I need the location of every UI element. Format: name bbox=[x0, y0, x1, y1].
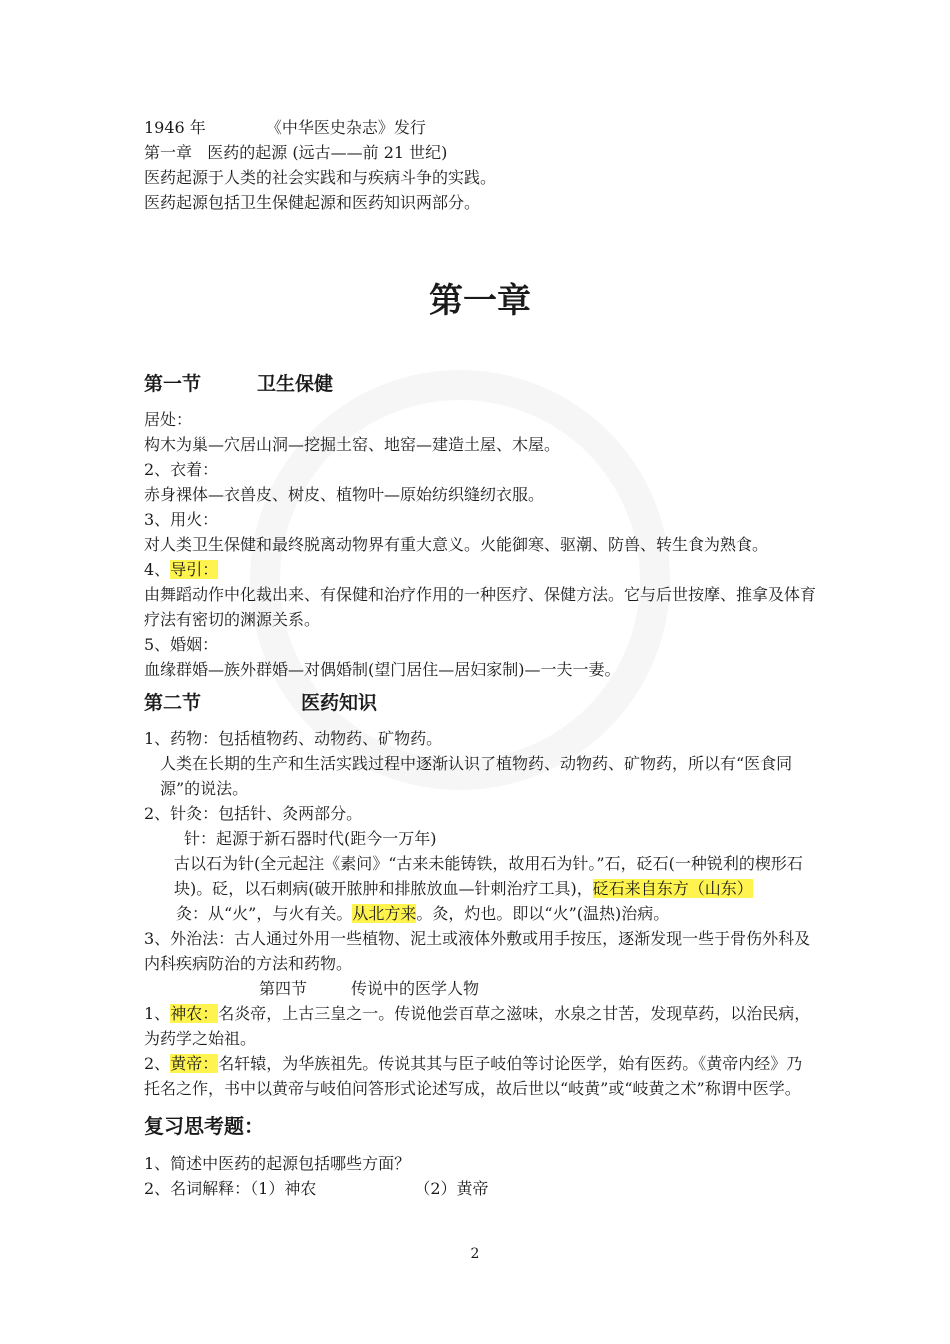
section-2-p5 bbox=[144, 851, 816, 901]
section-2-heading bbox=[144, 688, 816, 718]
section-2-p5-highlight: 砭石来自东方（山东） bbox=[592, 879, 753, 898]
item-5-title: 5、婚姻： bbox=[144, 635, 219, 654]
item-5-text: 血缘群婚—族外群婚—对偶婚制(望门居住—居妇家制)—一夫一妻。 bbox=[144, 660, 621, 679]
section-2-p8-text: 名炎帝，上古三皇之一。传说他尝百草之滋味，水泉之甘苦，发现草药，以治民病，为药学之始祖。 bbox=[144, 1004, 811, 1048]
section-2-p1: 1、药物：包括植物药、动物药、矿物药。 bbox=[144, 729, 443, 748]
section-2-p5-text: 古以石为针(全元起注《素问》“古来未能铸铁，故用石为针。”石，砭石(一种锐利的楔形石块)。砭，以石刺病(破开脓肿和排脓放血—针刺治疗工具)， bbox=[174, 854, 803, 898]
page-number: 2 bbox=[470, 1246, 480, 1262]
intro-block bbox=[144, 115, 816, 215]
section-2-p6-a: 灸：从“火”，与火有关。 bbox=[176, 904, 353, 923]
section-2-p8 bbox=[144, 1001, 816, 1051]
item-3-title: 3、用火： bbox=[144, 510, 219, 529]
subsection-number: 第四节 bbox=[259, 979, 308, 998]
intro-line-3: 医药起源于人类的社会实践和与疾病斗争的实践。 bbox=[144, 168, 497, 187]
section-2-p4: 针：起源于新石器时代(距今一万年) bbox=[184, 829, 437, 848]
intro-line-4: 医药起源包括卫生保健起源和医药知识两部分。 bbox=[144, 193, 481, 212]
review-q2-b: （2）黄帝 bbox=[414, 1179, 489, 1198]
review-heading: 复习思考题： bbox=[144, 1114, 264, 1138]
item-4-prefix: 4、 bbox=[144, 560, 171, 579]
chapter-title: 第一章 bbox=[429, 281, 531, 321]
chapter-subtitle: 医药的起源 (远古——前 21 世纪) bbox=[207, 143, 448, 162]
item-1-text: 构木为巢—穴居山洞—挖掘土窑、地窑—建造土屋、木屋。 bbox=[144, 435, 561, 454]
section-2-p7: 3、外治法：古人通过外用一些植物、泥土或液体外敷或用手按压，逐渐发现一些于骨伤外科及内科疾病防治的方法和药物。 bbox=[144, 929, 811, 973]
page-content bbox=[144, 115, 816, 1201]
section-1-name: 卫生保健 bbox=[257, 373, 334, 395]
item-4-text: 由舞蹈动作中化裁出来、有保健和治疗作用的一种医疗、保健方法。它与后世按摩、推拿及体育疗法有密切的渊源关系。 bbox=[144, 585, 817, 629]
section-1-number: 第一节 bbox=[144, 373, 202, 395]
subsection-heading bbox=[144, 976, 816, 1001]
item-1-title: 居处： bbox=[144, 410, 193, 429]
section-2-p6-highlight: 从北方来 bbox=[352, 904, 417, 923]
section-2-number: 第二节 bbox=[144, 692, 202, 714]
section-2-p8-highlight: 神农： bbox=[170, 1004, 219, 1023]
review-q1: 1、简述中医药的起源包括哪些方面？ bbox=[144, 1154, 411, 1173]
section-2-p6 bbox=[144, 901, 816, 926]
subsection-name: 传说中的医学人物 bbox=[351, 979, 480, 998]
item-3-text: 对人类卫生保健和最终脱离动物界有重大意义。火能御寒、驱潮、防兽、转生食为熟食。 bbox=[144, 535, 769, 554]
item-4-highlight: 导引： bbox=[170, 560, 219, 579]
section-2-p9 bbox=[144, 1051, 816, 1101]
section-2-p6-b: 。灸，灼也。即以“火”(温热)治病。 bbox=[416, 904, 670, 923]
item-2-text: 赤身裸体—衣兽皮、树皮、植物叶—原始纺织缝纫衣服。 bbox=[144, 485, 545, 504]
section-2-name: 医药知识 bbox=[301, 692, 378, 714]
intro-line-1 bbox=[144, 115, 816, 140]
section-2-p9-highlight: 黄帝： bbox=[170, 1054, 219, 1073]
intro-line-2 bbox=[144, 140, 816, 165]
section-2-p8-prefix: 1、 bbox=[144, 1004, 171, 1023]
review-q2-a: 2、名词解释：（1）神农 bbox=[144, 1179, 317, 1198]
journal-text: 《中华医史杂志》发行 bbox=[265, 118, 426, 137]
section-2-p9-text: 名轩辕，为华族祖先。传说其其与臣子岐伯等讨论医学，始有医药。《黄帝内经》乃托名之作，书中以黄帝与岐伯问答形式论述写成，故后世以“岐黄”或“岐黄之术”称谓中医学。 bbox=[144, 1054, 803, 1098]
item-2-title: 2、衣着： bbox=[144, 460, 219, 479]
review-q2 bbox=[144, 1176, 816, 1201]
section-2-p9-prefix: 2、 bbox=[144, 1054, 171, 1073]
section-2-p2: 人类在长期的生产和生活实践过程中逐渐认识了植物药、动物药、矿物药，所以有“医食同源”的说法。 bbox=[160, 754, 793, 798]
chapter-label: 第一章 bbox=[144, 143, 193, 162]
year-text: 1946 年 bbox=[144, 118, 206, 137]
item-4-title bbox=[144, 557, 816, 582]
section-2-p3: 2、针灸：包括针、灸两部分。 bbox=[144, 804, 363, 823]
section-1-heading bbox=[144, 369, 816, 399]
